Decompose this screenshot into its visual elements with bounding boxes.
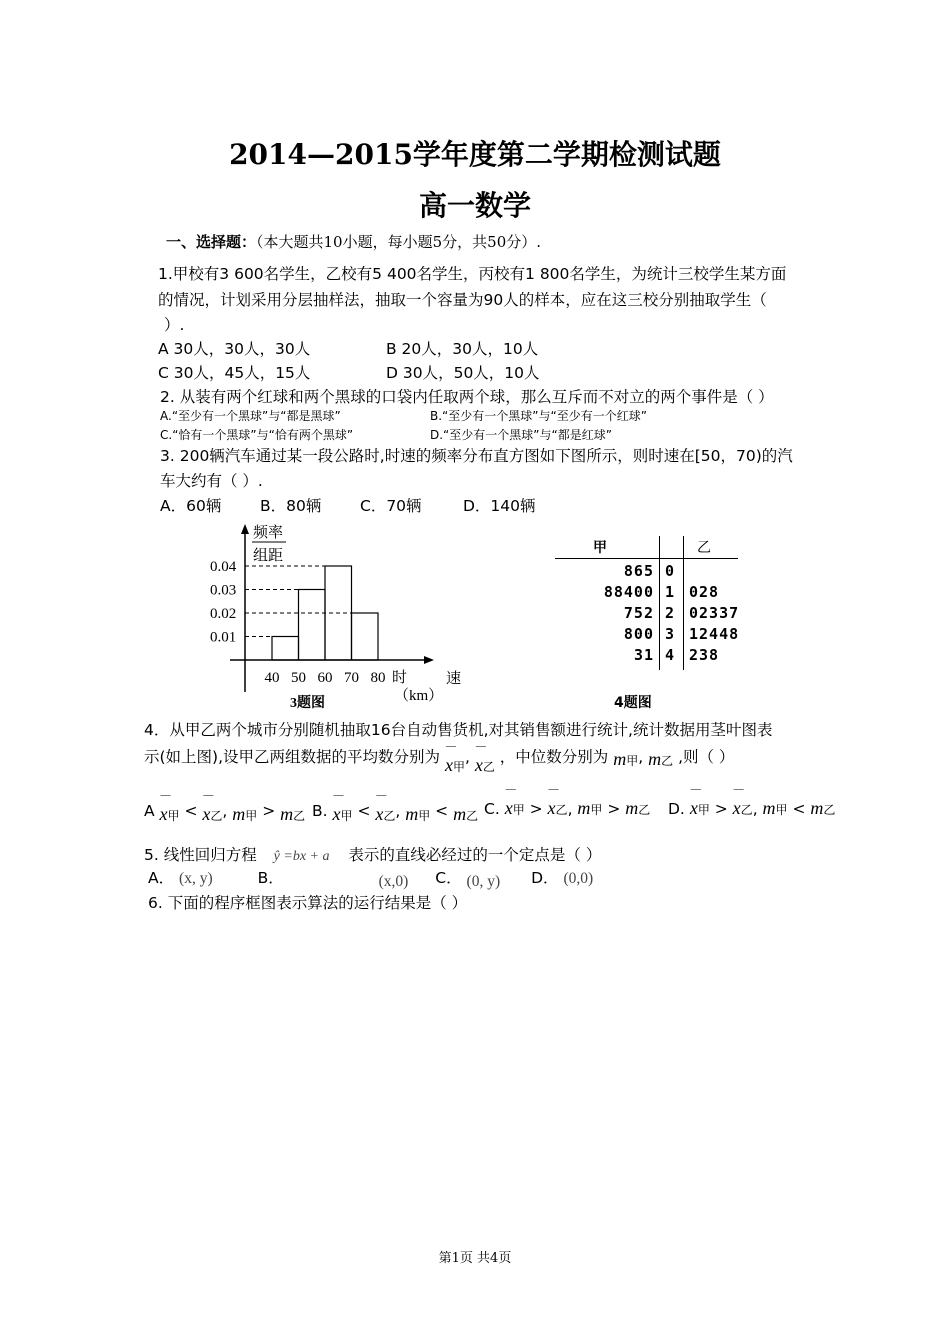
q4-line2: 示(如上图),设甲乙两组数据的平均数分别为 — x甲, — x乙 ，中位数分别为 m甲, m乙 ,则（ ）	[144, 745, 734, 767]
stem-leaf-left-leaves: 31	[633, 646, 654, 664]
q4-mean-jia: — x甲	[445, 755, 465, 775]
q4-line2-text-b: ，中位数分别为	[499, 748, 609, 766]
stem-leaf-header-line	[555, 558, 738, 559]
q5-stem	[144, 843, 601, 865]
q3-option-c: C．70辆	[360, 497, 422, 515]
q1-option-a: A 30人，30人，30人	[158, 340, 311, 358]
stem-leaf-left-leaves: 865	[623, 562, 654, 580]
stem-leaf-right-leaves: 02337	[689, 604, 740, 622]
q4-option-c: C. — x甲 > — x乙, m甲 > m乙	[484, 798, 650, 819]
q3-line2: 车大约有（ ）.	[160, 472, 263, 490]
y-tick-label: 0.04	[210, 559, 237, 575]
page-title: 2014—2015学年度第二学期检测试题	[229, 138, 721, 171]
stem-leaf-divider-right	[683, 536, 684, 670]
stem-leaf-stem: 2	[665, 604, 676, 622]
y-tick-label: 0.02	[210, 606, 237, 622]
page-number: 第1页 共4页	[438, 1251, 512, 1266]
q1-option-c: C 30人，45人，15人	[158, 364, 311, 382]
q5-option-a-label: A．	[148, 869, 175, 887]
stem-leaf-stem: 4	[665, 646, 676, 664]
q1-line2: 的情况，计划采用分层抽样法，抽取一个容量为90人的样本，应在这三校分别抽取学生（	[158, 291, 767, 309]
stem-leaf-right-leaves: 238	[689, 646, 720, 664]
q4-mean-yi: — x乙	[475, 755, 495, 775]
stem-leaf-header-left: 甲	[593, 540, 607, 556]
q1-option-b: B 20人，30人，10人	[386, 340, 539, 358]
x-tick-label: 60	[317, 670, 333, 686]
q1-option-d: D 30人，50人，10人	[386, 364, 540, 382]
x-tick-label: 70	[344, 670, 359, 686]
q5-options	[148, 866, 593, 888]
q3-line1: 3. 200辆汽车通过某一段公路时,时速的频率分布直方图如下图所示，则时速在[50，70)的汽	[160, 447, 793, 465]
section-heading	[166, 231, 541, 252]
q5-formula: ŷ =bx + a	[273, 849, 330, 864]
stem-leaf-table	[555, 536, 740, 676]
q4-option-d: D. — x甲 > — x乙, m甲 < m乙	[668, 798, 835, 819]
histogram-bar-70-80	[352, 613, 379, 660]
y-tick-label: 0.01	[210, 629, 237, 646]
q3-option-b: B．80辆	[260, 497, 322, 515]
section-label: 一、选择题：	[166, 233, 257, 251]
stem-leaf-left-leaves: 752	[623, 604, 654, 622]
q5-option-b-label: B．	[257, 869, 284, 887]
q4-option-b: B. — x甲 < — x乙, m甲 < m乙	[312, 800, 478, 821]
q5-option-c-value: (0, y)	[466, 873, 501, 890]
q5-option-b-value: (x,0)	[378, 873, 409, 890]
stem-leaf-right-leaves: 12448	[689, 625, 740, 643]
q3-option-d: D．140辆	[463, 497, 536, 515]
stem-leaf-right-leaves: 028	[689, 583, 720, 601]
stem-leaf-stem: 0	[665, 562, 676, 580]
histogram-bar-40-50	[272, 637, 299, 661]
q5-option-c-label: C．	[435, 869, 462, 887]
q3-option-a: A．60辆	[160, 497, 222, 515]
q1-line1: 1.甲校有3 600名学生，乙校有5 400名学生，丙校有1 800名学生，为统计三校学生某方面	[158, 265, 787, 283]
q4-line2-text-a: 示(如上图),设甲乙两组数据的平均数分别为	[144, 748, 441, 766]
stem-leaf-left-leaves: 88400	[603, 583, 654, 601]
q4-line2-text-c: ,则（ ）	[678, 748, 735, 766]
x-label-km: （km）	[394, 688, 444, 704]
q2-stem: 2. 从装有两个红球和两个黑球的口袋内任取两个球，那么互斥而不对立的两个事件是（ ）	[160, 388, 774, 406]
q2-option-a: A.“至少有一个黑球”与“都是黑球”	[160, 409, 341, 423]
y-label-bottom: 组距	[253, 548, 284, 564]
x-tick-label: 40	[264, 670, 280, 686]
y-axis-arrow	[241, 524, 249, 534]
q5-stem-a: 5. 线性回归方程	[144, 846, 257, 864]
page-subtitle: 高一数学	[418, 189, 531, 222]
histogram-caption: 3题图	[290, 696, 325, 711]
q4-median-yi: m乙	[648, 749, 674, 769]
x-tick-label: 50	[291, 670, 306, 686]
q5-option-d-value: (0,0)	[563, 870, 594, 887]
q2-option-c: C.“恰有一个黑球”与“恰有两个黑球”	[160, 428, 354, 442]
y-label-top: 频率	[253, 525, 284, 541]
stem-leaf-left-leaves: 800	[623, 625, 654, 643]
stem-leaf-caption: 4题图	[614, 695, 652, 711]
q4-option-a: A — x甲 < — x乙, m甲 > m乙	[144, 800, 305, 821]
q4-line1: 4．从甲乙两个城市分别随机抽取16台自动售货机,对其销售额进行统计,统计数据用茎叶图表	[144, 721, 773, 739]
x-label-unit: 时	[392, 670, 408, 686]
stem-leaf-stem: 1	[665, 583, 676, 601]
x-label-right: 速	[446, 671, 462, 687]
y-tick-label: 0.03	[210, 582, 237, 599]
q2-option-b: B.“至少有一个黑球”与“至少有一个红球”	[430, 409, 647, 423]
stem-leaf-stem: 3	[665, 625, 676, 643]
q5-stem-b: 表示的直线必经过的一个定点是（ ）	[348, 846, 602, 864]
stem-leaf-divider-left	[659, 536, 660, 670]
q5-option-d-label: D．	[531, 869, 559, 887]
q2-option-d: D.“至少有一个黑球”与“都是红球”	[430, 428, 612, 442]
histogram-chart	[200, 520, 490, 720]
section-note: （本大题共10小题，每小题5分，共50分）.	[256, 233, 542, 251]
q4-median-jia: m甲	[613, 749, 639, 769]
q1-line3: ）.	[164, 316, 185, 334]
x-tick-label: 80	[370, 670, 386, 686]
x-axis-arrow	[424, 656, 434, 664]
q5-option-a-value: (x, y)	[179, 870, 213, 887]
q6-stem: 6. 下面的程序框图表示算法的运行结果是（ ）	[148, 894, 468, 912]
histogram-bar-50-60	[299, 590, 326, 661]
stem-leaf-header-right: 乙	[697, 540, 711, 556]
